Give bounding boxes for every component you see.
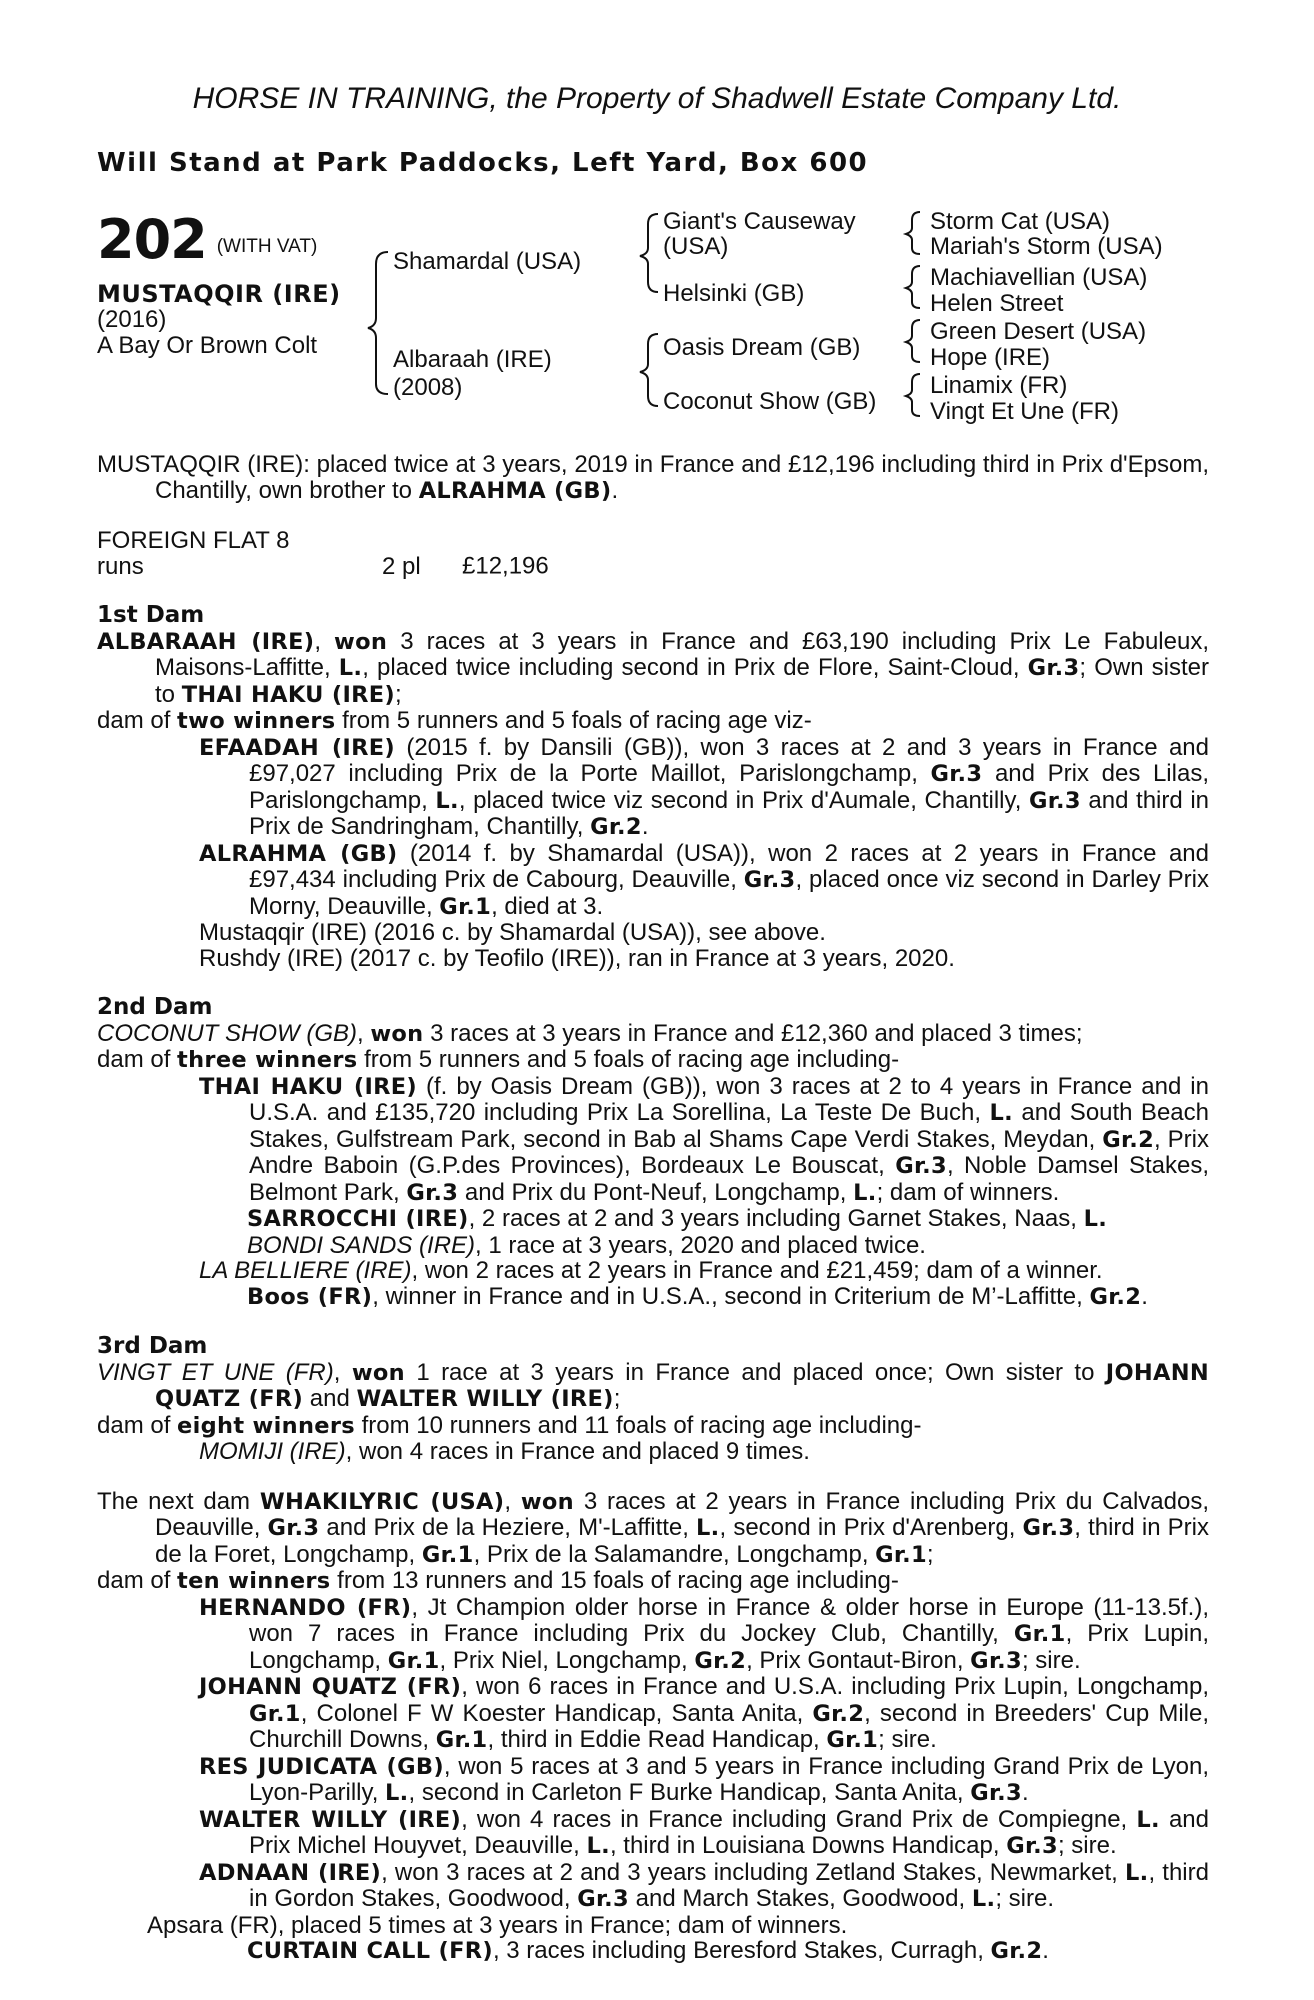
text: and Prix du Pont-Neuf, Longchamp, [458, 1178, 854, 1206]
offspring-name: SARROCCHI (IRE) [247, 1206, 469, 1232]
offspring-name: HERNANDO (FR) [199, 1594, 412, 1621]
next-dam-p7 [97, 1860, 1209, 1913]
sibling-name: WALTER WILLY (IRE) [356, 1386, 614, 1412]
page-title: HORSE IN TRAINING, the Property of Shadwell Estate Company Ltd. [192, 82, 1122, 115]
pedigree-dam-sire: Oasis Dream (GB) [663, 334, 861, 361]
text: , placed once viz second in Darley Prix Morny, Deauville, [249, 866, 1209, 920]
first-dam-heading: 1st Dam [97, 602, 205, 628]
record-runs: 8 runs [97, 527, 290, 580]
text: The next dam [97, 1487, 260, 1515]
grade: Gr.2 [694, 1647, 747, 1674]
next-dam-p5 [97, 1754, 1209, 1807]
grade: Gr.3 [895, 1153, 947, 1179]
pedigree-dds: Linamix (FR) [930, 372, 1068, 399]
text: . [1042, 1937, 1049, 1964]
sibling-name: JOHANN QUATZ (FR) [155, 1359, 1210, 1412]
grade: Gr.3 [970, 1780, 1022, 1806]
grade: Gr.1 [435, 1727, 488, 1753]
grade: L. [1124, 1859, 1149, 1886]
pedigree-ddd: Vingt Et Une (FR) [930, 398, 1119, 425]
next-dam-p9 [97, 1938, 1209, 1965]
text: , Jt Champion older horse in France & older horse in Europe (11-13.5f.), won 7 races in France including Prix du Jockey Club, Chantilly, [249, 1593, 1209, 1647]
text: (2014 f. by Shamardal (USA)), won 2 races at 2 years in France and £97,434 including Prix de Cabourg, Deauville, [249, 839, 1209, 893]
text: ; [926, 1540, 934, 1568]
text: . [1141, 1282, 1148, 1310]
record-label: FOREIGN FLAT [97, 527, 270, 554]
text: , Prix Lupin, Longchamp, [249, 1620, 1209, 1674]
text: ; sire. [1021, 1646, 1081, 1674]
grade: L. [338, 655, 363, 681]
vat-note: (WITH VAT) [216, 236, 318, 257]
grade: Gr.2 [812, 1700, 865, 1727]
text: , third in Eddie Read Handicap, [487, 1726, 827, 1753]
race-record [97, 528, 1209, 579]
text: , [504, 1487, 521, 1515]
text: , Prix Andre Baboin (G.P.des Provinces), Bordeaux Le Bouscat, [249, 1125, 1210, 1179]
text: ; sire. [1057, 1832, 1117, 1859]
offspring-name: THAI HAKU (IRE) [199, 1073, 417, 1100]
third-dam-p3 [97, 1439, 1209, 1465]
lot-number: 202 [97, 208, 207, 271]
offspring-name: MOMIJI (IRE) [199, 1438, 346, 1465]
grade: L. [1083, 1206, 1108, 1232]
text: , [333, 1358, 352, 1386]
horse-year: (2016) [97, 306, 167, 333]
text: , Prix Niel, Longchamp, [439, 1646, 695, 1674]
text: , died at 3. [491, 892, 604, 920]
second-dam-name: COCONUT SHOW (GB) [97, 1019, 357, 1047]
grade: Gr.1 [421, 1541, 474, 1568]
grade: Gr.3 [1006, 1833, 1058, 1859]
text: 1 race at 3 years in France and placed once; Own sister to [404, 1358, 1106, 1386]
location-line: Will Stand at Park Paddocks, Left Yard, Box 600 [97, 148, 869, 178]
next-dam-p3 [97, 1595, 1209, 1675]
won-label: won [520, 1488, 574, 1515]
pedigree-sire-sire-country: (USA) [663, 233, 729, 260]
grade: Gr.3 [406, 1179, 459, 1206]
first-dam-name: ALBARAAH (IRE) [97, 628, 315, 655]
won-label: won [334, 628, 388, 655]
won-label: won [370, 1020, 424, 1047]
text: , won 2 races at 2 years in France and £21,459; dam of a winner. [411, 1257, 1103, 1284]
second-dam-p7 [97, 1284, 1209, 1311]
second-dam-p4 [97, 1206, 1209, 1233]
first-dam-p6: Rushdy (IRE) (2017 c. by Teofilo (IRE)), ran in France at 3 years, 2020. [199, 944, 955, 972]
grade: L. [1136, 1806, 1160, 1833]
text: dam of [97, 1046, 178, 1073]
text: . [641, 813, 649, 840]
second-dam-p6 [97, 1258, 1209, 1284]
text: , second in Carleton F Burke Handicap, Santa Anita, [408, 1779, 971, 1806]
grade: Gr.1 [387, 1647, 440, 1674]
text: ; [395, 680, 402, 708]
horse-name: MUSTAQQIR (IRE) [97, 280, 341, 308]
grade: Gr.3 [970, 1647, 1022, 1674]
grade: L. [586, 1833, 610, 1859]
text: and March Stakes, Goodwood, [628, 1885, 972, 1912]
text: ; Own sister to [155, 654, 1209, 708]
offspring-name: JOHANN QUATZ (FR) [199, 1674, 462, 1700]
winners-count: three winners [177, 1047, 358, 1073]
offspring-name: RES JUDICATA (GB) [199, 1753, 444, 1780]
text: (2015 f. by Dansili (GB)), won 3 races at 2 and 3 years in France and £97,027 including Prix de la Porte Maillot, Parislongchamp, [249, 733, 1209, 787]
won-label: won [351, 1359, 405, 1386]
winners-count: ten winners [177, 1568, 331, 1594]
third-dam-name: VINGT ET UNE (FR) [97, 1358, 334, 1386]
text: , won 5 races at 3 and 5 years in France including Grand Prix de Lyon, Lyon-Parilly, [249, 1752, 1209, 1806]
grade: Gr.2 [1102, 1126, 1155, 1153]
text: 3 races at 3 years in France and £63,190 including Prix Le Fabuleux, Maisons-Laffitte, [155, 627, 1209, 681]
text: from 5 runners and 5 foals of racing age viz- [335, 707, 812, 734]
text: ; sire. [995, 1885, 1055, 1912]
horse-description: A Bay Or Brown Colt [97, 332, 318, 359]
second-dam-p5 [97, 1233, 1209, 1259]
grade: Gr.2 [590, 814, 642, 840]
text: , third in Louisiana Downs Handicap, [609, 1832, 1007, 1859]
grade: L. [385, 1780, 409, 1806]
next-dam-name: WHAKILYRIC (USA) [259, 1488, 505, 1515]
text: from 10 runners and 11 foals of racing age including- [354, 1411, 922, 1439]
grade: Gr.1 [826, 1727, 879, 1753]
pedigree-sire: Shamardal (USA) [393, 248, 582, 275]
text: from 5 runners and 5 foals of racing age including- [357, 1046, 900, 1073]
grade: Gr.3 [930, 761, 983, 787]
pedigree-sire-sire: Giant's Causeway [663, 208, 856, 235]
record-earnings: £12,196 [462, 552, 549, 580]
text: , 3 races including Beresford Stakes, Curragh, [492, 1937, 991, 1964]
text: , 2 races at 2 and 3 years including Garnet Stakes, Naas, [468, 1205, 1084, 1232]
text: ; sire. [878, 1726, 937, 1753]
pedigree-sss: Storm Cat (USA) [930, 208, 1111, 235]
summary-sibling: ALRAHMA (GB) [418, 477, 612, 504]
first-dam-p5: Mustaqqir (IRE) (2016 c. by Shamardal (USA)), see above. [199, 919, 826, 946]
winners-count: two winners [177, 708, 336, 734]
third-dam-p2 [97, 1413, 1209, 1440]
grade: Gr.1 [1013, 1621, 1066, 1647]
text: , won 4 races in France including Grand Prix de Compiegne, [461, 1805, 1137, 1833]
offspring-name: ADNAAN (IRE) [199, 1859, 382, 1886]
sibling-name: THAI HAKU (IRE) [181, 681, 396, 708]
text: and Prix de la Heziere, M'-Laffitte, [319, 1514, 697, 1541]
pedigree-ssd: Mariah's Storm (USA) [930, 233, 1163, 260]
grade: Gr.3 [1029, 787, 1081, 814]
summary-text: MUSTAQQIR (IRE): placed twice at 3 years, 2019 in France and £12,196 including third in Prix d'Epsom, Chantilly, own brother to [97, 451, 1209, 504]
second-dam-p3 [97, 1074, 1209, 1207]
grade: Gr.1 [875, 1541, 927, 1568]
grade: L. [853, 1179, 877, 1206]
text: 3 races at 2 years in France including Prix du Calvados, Deauville, [155, 1487, 1209, 1541]
text: and Prix des Lilas, Parislongchamp, [249, 760, 1209, 814]
text: dam of [97, 1567, 178, 1594]
text: , second in Prix d'Arenberg, [719, 1514, 1023, 1541]
text: , 1 race at 3 years, 2020 and placed twice. [475, 1231, 926, 1259]
text: (f. by Oasis Dream (GB)), won 3 races at 2 to 4 years in France and in U.S.A. and £135,720 including Prix La Sorellina, La Teste De Buch, [249, 1072, 1209, 1126]
grade: L. [435, 787, 459, 814]
pedigree-dam-dam: Coconut Show (GB) [663, 388, 877, 415]
catalogue-body [97, 452, 1209, 1965]
offspring-name: Boos (FR) [247, 1283, 373, 1310]
pedigree-dsd: Hope (IRE) [930, 344, 1051, 371]
second-dam-p2 [97, 1047, 1209, 1074]
text: from 13 runners and 15 foals of racing age including- [330, 1567, 899, 1594]
grade: Gr.2 [990, 1938, 1043, 1964]
text: ; dam of winners. [876, 1178, 1060, 1206]
text: dam of [97, 707, 178, 734]
pedigree-dam-year: (2008) [393, 374, 463, 401]
text: , [314, 627, 335, 655]
text: , Noble Damsel Stakes, Belmont Park, [249, 1152, 1209, 1206]
text: , Prix Gontaut-Biron, [746, 1646, 971, 1674]
second-dam-heading: 2nd Dam [97, 994, 213, 1020]
pedigree-sdd: Helen Street [930, 290, 1064, 317]
next-dam-p2 [97, 1568, 1209, 1595]
next-dam-p1 [97, 1489, 1209, 1569]
text: , won 4 races in France and placed 9 times. [345, 1438, 810, 1465]
summary-paragraph [97, 452, 1209, 504]
text: and third in Prix de Sandringham, Chantilly, [249, 786, 1210, 840]
offspring-name: CURTAIN CALL (FR) [247, 1938, 493, 1964]
text: dam of [97, 1411, 178, 1439]
text: , second in Breeders' Cup Mile, Churchill Downs, [249, 1699, 1209, 1753]
grade: Gr.1 [249, 1700, 301, 1727]
third-dam-heading: 3rd Dam [97, 1333, 208, 1359]
grade: Gr.3 [1027, 655, 1080, 681]
grade: L. [971, 1886, 996, 1912]
pedigree-dam: Albaraah (IRE) [393, 346, 552, 373]
text: , third in Prix de la Foret, Longchamp, [155, 1514, 1210, 1568]
text: , placed twice viz second in Prix d'Aumale, Chantilly, [458, 786, 1030, 814]
first-dam-p1 [97, 629, 1209, 709]
text: ; [613, 1385, 621, 1412]
grade: Gr.2 [1089, 1283, 1142, 1310]
text: , third in Gordon Stakes, Goodwood, [249, 1858, 1209, 1912]
text: , won 3 races at 2 and 3 years including Zetland Stakes, Newmarket, [381, 1858, 1125, 1886]
second-dam-p1 [97, 1021, 1209, 1048]
text: and [303, 1385, 357, 1412]
text: and Prix Michel Houyvet, Deauville, [249, 1805, 1209, 1859]
third-dam-p1 [97, 1360, 1209, 1413]
pedigree-sire-dam: Helsinki (GB) [663, 280, 805, 307]
text: and South Beach Stakes, Gulfstream Park, second in Bab al Shams Cape Verdi Stakes, Meydan, [249, 1099, 1209, 1153]
grade: Gr.3 [1022, 1515, 1075, 1541]
text: , winner in France and in U.S.A., second in Criterium de M’-Laffitte, [372, 1282, 1090, 1310]
text: , placed twice including second in Prix de Flore, Saint-Cloud, [362, 654, 1028, 681]
text: , won 6 races in France and U.S.A. including Prix Lupin, Longchamp, [461, 1673, 1210, 1700]
pedigree-dss: Green Desert (USA) [930, 318, 1147, 345]
offspring-name: WALTER WILLY (IRE) [199, 1806, 462, 1833]
grade: Gr.1 [439, 893, 492, 920]
grade: Gr.3 [577, 1886, 629, 1912]
first-dam-p3 [97, 735, 1209, 841]
text: , Colonel F W Koester Handicap, Santa Anita, [300, 1699, 813, 1727]
next-dam-p6 [97, 1807, 1209, 1860]
offspring-name: LA BELLIERE (IRE) [199, 1257, 412, 1284]
grade: Gr.3 [743, 867, 796, 893]
pedigree-braces [0, 0, 1314, 440]
next-dam-p8: Apsara (FR), placed 5 times at 3 years in France; dam of winners. [147, 1911, 848, 1939]
text: . [1021, 1779, 1029, 1806]
pedigree-sds: Machiavellian (USA) [930, 264, 1148, 291]
offspring-name: EFAADAH (IRE) [199, 734, 395, 761]
grade: L. [696, 1515, 720, 1541]
offspring-name: BONDI SANDS (IRE) [247, 1231, 476, 1259]
record-placed: 2 pl [382, 552, 421, 580]
grade: Gr.3 [267, 1515, 320, 1541]
text: , Prix de la Salamandre, Longchamp, [473, 1540, 876, 1568]
winners-count: eight winners [177, 1412, 355, 1439]
summary-end: . [611, 476, 619, 504]
first-dam-p4 [97, 841, 1209, 921]
text: 3 races at 3 years in France and £12,360 and placed 3 times; [423, 1019, 1083, 1047]
first-dam-p2 [97, 708, 1209, 735]
grade: L. [989, 1100, 1013, 1126]
text: , [356, 1019, 371, 1047]
offspring-name: ALRAHMA (GB) [199, 840, 398, 867]
next-dam-p4 [97, 1674, 1209, 1754]
